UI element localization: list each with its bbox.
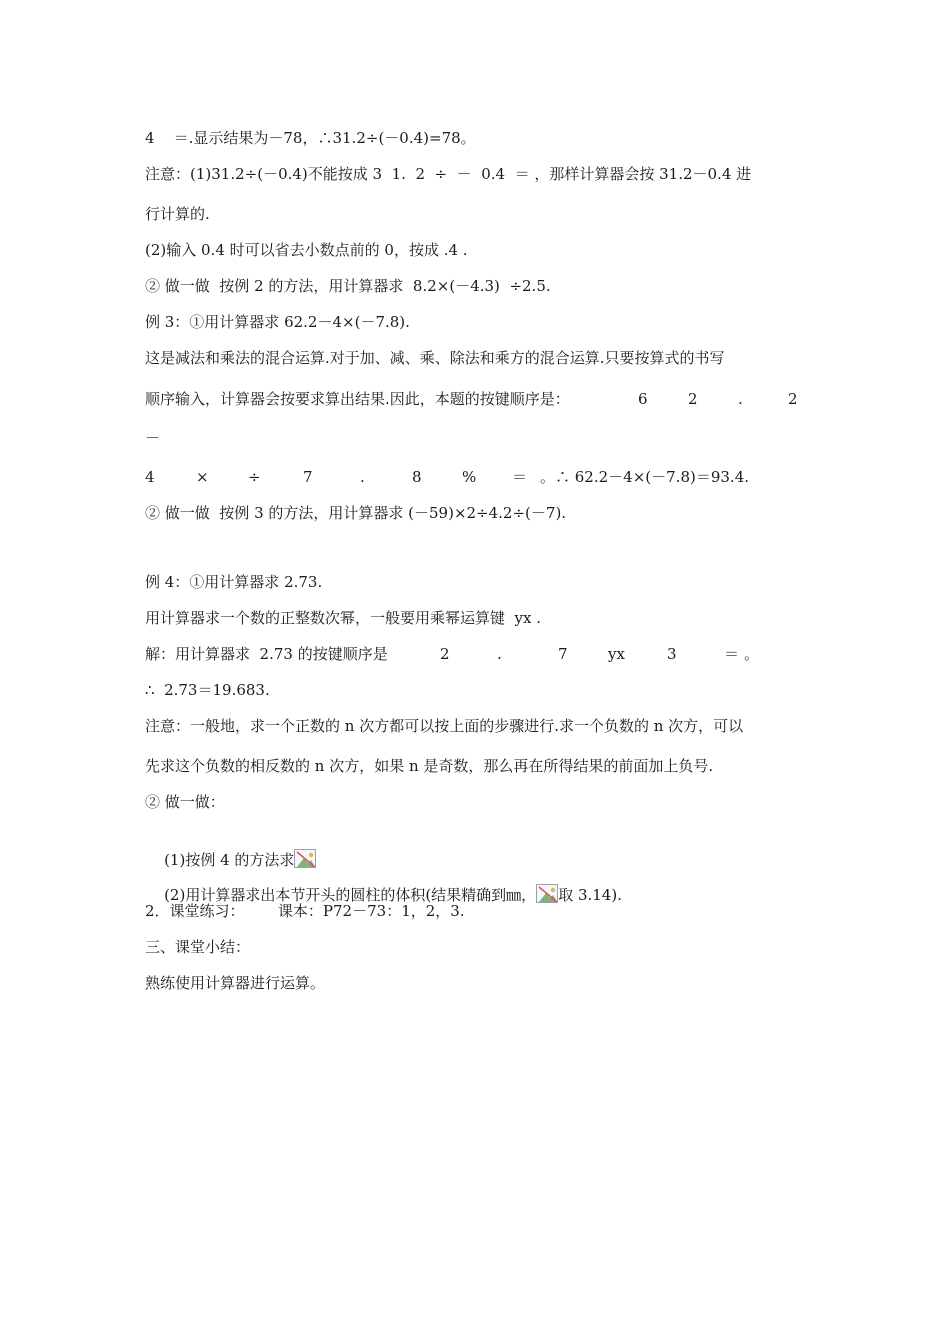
- key-label: 6: [638, 390, 648, 408]
- key-label: ÷: [248, 468, 261, 486]
- key-label: 2: [788, 390, 798, 408]
- text-line: 用计算器求一个数的正整数次幂，一般要用乘幂运算键 yx .: [145, 609, 542, 627]
- text-line: 。∴ 62.2－4×(－7.8)＝93.4.: [540, 468, 750, 486]
- key-label: %: [462, 468, 477, 486]
- key-label: .: [738, 390, 743, 408]
- key-label: 2: [688, 390, 698, 408]
- text-line: 注意：一般地，求一个正数的 n 次方都可以按上面的步骤进行.求一个负数的 n 次方，可以: [145, 717, 744, 735]
- text-fragment: (2)用计算器求出本节开头的圆柱的体积(结果精确到㎜，: [164, 886, 537, 904]
- text-line: 行计算的.: [145, 205, 210, 223]
- text-line: 2．课堂练习： 课本：P72－73：1，2，3.: [145, 902, 465, 920]
- text-line: ② 做一做 按例 2 的方法，用计算器求 8.2×(－4.3) ÷2.5.: [145, 277, 551, 295]
- text-line: 注意：(1)31.2÷(－0.4)不能按成 3 1. 2 ÷ － 0.4 ＝ ，那样计算器会按 31.2－0.4 进: [145, 165, 752, 183]
- text-line: 例 3：①用计算器求 62.2－4×(－7.8).: [145, 313, 410, 331]
- key-label: ＝: [724, 645, 740, 663]
- text-line: ② 做一做 按例 3 的方法，用计算器求 (－59)×2÷4.2÷(－7).: [145, 504, 567, 522]
- text-fragment: 取 3.14).: [558, 886, 622, 904]
- text-line: 熟练使用计算器进行运算。: [145, 974, 326, 992]
- text-line: 解：用计算器求 2.73 的按键顺序是: [145, 645, 388, 663]
- text-fragment: (1)按例 4 的方法求: [164, 851, 295, 869]
- key-label: 8: [412, 468, 422, 486]
- text-line: ② 做一做：: [145, 793, 225, 811]
- key-label: 3: [667, 645, 677, 663]
- text-line: 这是减法和乘法的混合运算.对于加、减、乘、除法和乘方的混合运算.只要按算式的书写: [145, 349, 725, 367]
- text-line: (2)输入 0.4 时可以省去小数点前的 0，按成 .4 .: [145, 241, 468, 259]
- text-line: 。: [744, 645, 760, 663]
- text-line: 4 ＝.显示结果为－78，∴31.2÷(－0.4)=78。: [145, 129, 476, 147]
- text-line: －: [145, 429, 161, 447]
- key-label: 7: [303, 468, 313, 486]
- key-label: ＝: [512, 468, 528, 486]
- text-line: 例 4：①用计算器求 2.73.: [145, 573, 323, 591]
- key-label: .: [360, 468, 365, 486]
- text-line: ∴ 2.73＝19.683.: [145, 681, 270, 699]
- key-label: ×: [196, 468, 209, 486]
- key-label: 7: [558, 645, 568, 663]
- key-label: yx: [608, 645, 625, 663]
- text-line: 先求这个负数的相反数的 n 次方，如果 n 是奇数，那么再在所得结果的前面加上负号.: [145, 757, 714, 775]
- text-line: 顺序输入，计算器会按要求算出结果.因此，本题的按键顺序是：: [145, 390, 570, 408]
- broken-image-icon: [536, 884, 558, 903]
- key-label: 4: [145, 468, 155, 486]
- section-heading: 三、课堂小结：: [145, 938, 251, 956]
- key-label: 2: [440, 645, 450, 663]
- key-label: .: [497, 645, 502, 663]
